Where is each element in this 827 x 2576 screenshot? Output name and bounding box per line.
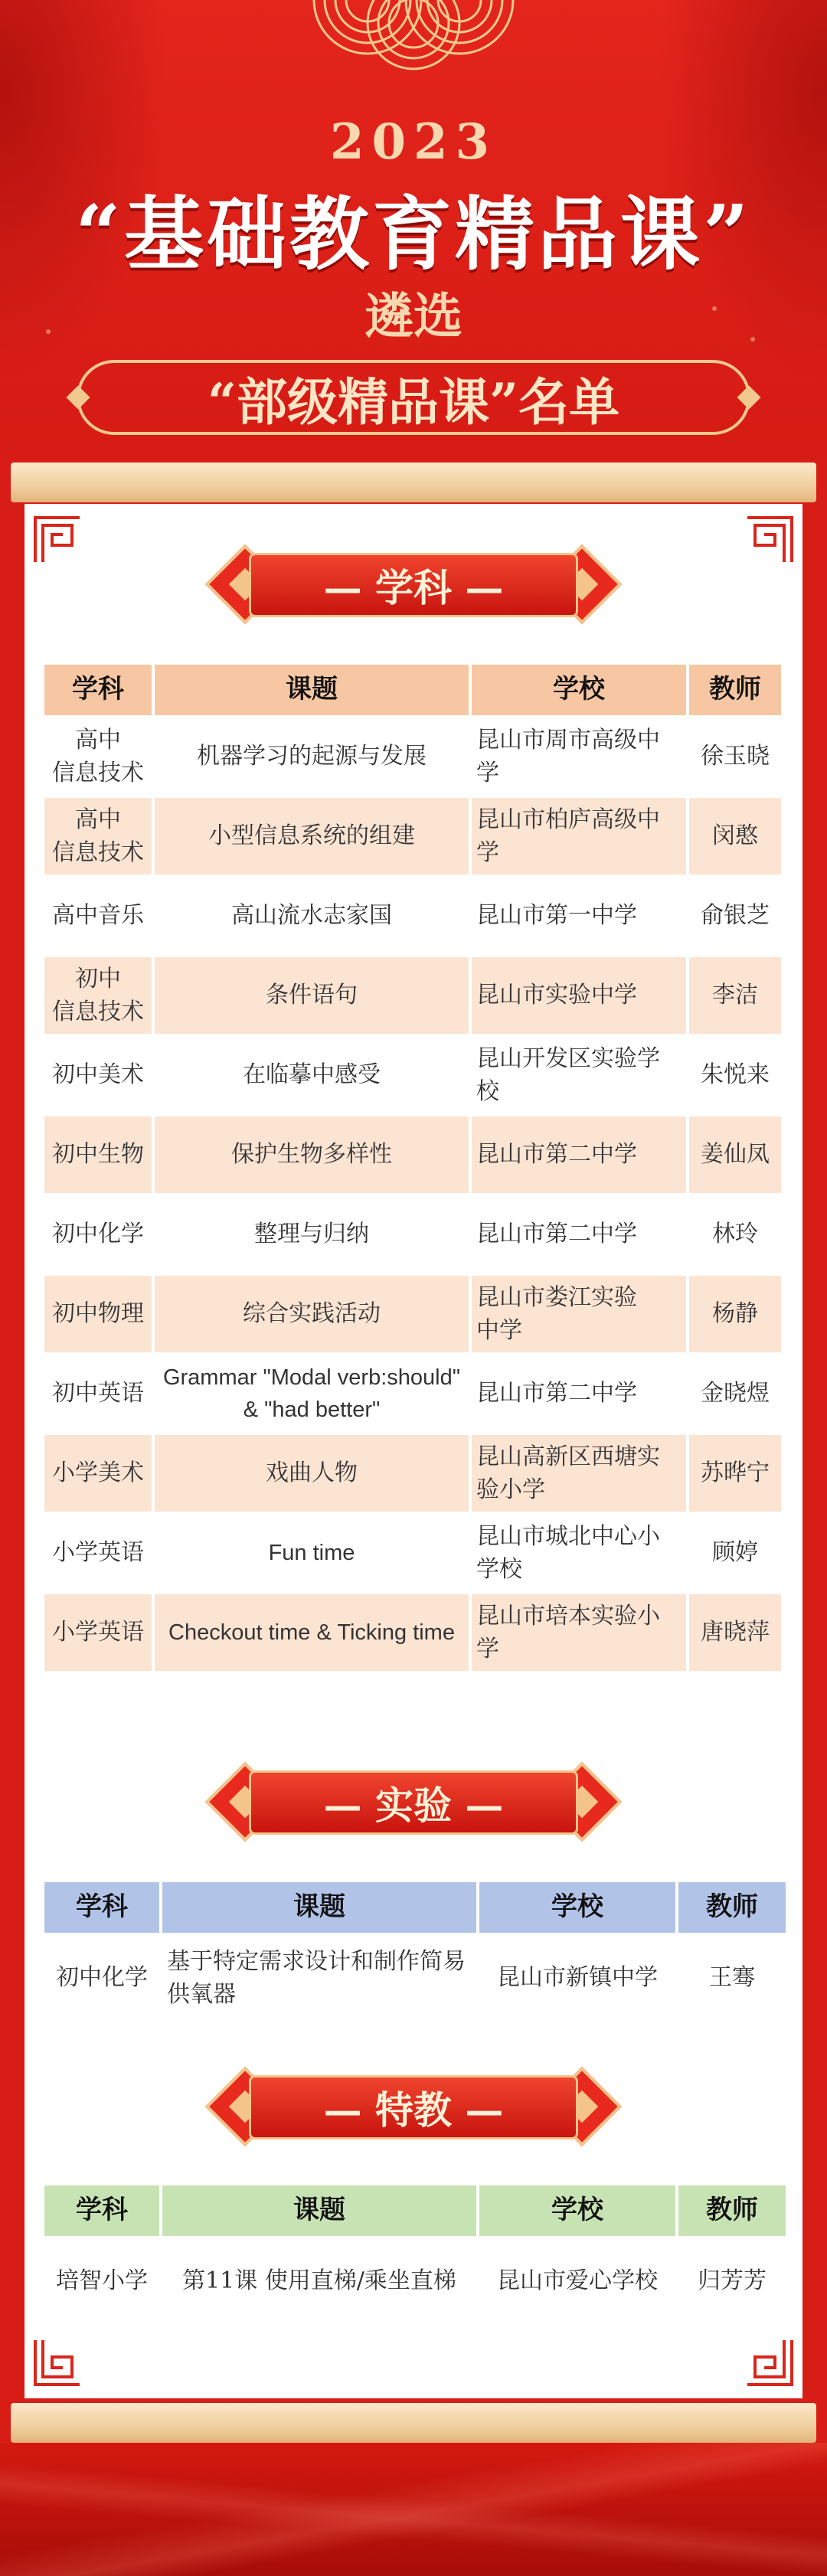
- cell-subject: 初中美术: [52, 1061, 144, 1089]
- column-header-teacher: 教师: [689, 665, 781, 715]
- cell-topic: Checkout time & Ticking time: [155, 1594, 469, 1671]
- column-header-subject: 学科: [44, 1882, 159, 1933]
- cell-topic: 保护生物多样性: [155, 1116, 469, 1193]
- cell-topic: 第11课 使用直梯/乘坐直梯: [182, 2267, 456, 2295]
- page-subtitle: 遴选: [364, 288, 463, 345]
- cell-subject: 初中化学: [56, 1964, 148, 1992]
- table-row: [44, 957, 784, 1034]
- cell-school: 昆山市爱心学校: [497, 2267, 658, 2295]
- column-header-topic: 课题: [162, 1882, 476, 1933]
- cell-school: 昆山市周市高级中学: [476, 726, 660, 786]
- cell-school: 昆山高新区西塘实验小学: [472, 1435, 686, 1512]
- cell-teacher: 李洁: [689, 957, 781, 1034]
- cell-school: 昆山市第二中学: [476, 1380, 637, 1407]
- cell-teacher: 唐晓萍: [689, 1594, 781, 1671]
- table-row: [44, 1435, 784, 1512]
- cell-topic: 高山流水志家国: [231, 902, 392, 930]
- column-header-topic: 课题: [162, 2185, 476, 2236]
- column-header-topic: 课题: [155, 665, 469, 715]
- cell-topic: 机器学习的起源与发展: [197, 743, 427, 770]
- cell-topic: Grammar "Modal verb:should" & "had better": [162, 1365, 461, 1422]
- column-header-school: 学校: [479, 1882, 675, 1933]
- scroll-rod-top: [11, 463, 816, 502]
- column-header-teacher: 教师: [678, 1882, 786, 1933]
- cell-topic: 戏曲人物: [155, 1435, 469, 1512]
- auspicious-cloud-ornament: [299, 0, 528, 77]
- cell-school: 昆山开发区实验学校: [476, 1044, 660, 1105]
- table-header-row: [44, 665, 784, 715]
- cell-subject: 小学英语: [44, 1594, 152, 1671]
- year-label: 2023: [329, 113, 498, 171]
- corner-ornament-bottom-left: [32, 2337, 83, 2388]
- banner-label: “部级精品课”名单: [208, 371, 619, 432]
- cell-teacher: 俞银芝: [701, 902, 770, 930]
- cell-teacher: 王骞: [709, 1964, 755, 1992]
- table-header-row: [44, 2185, 789, 2236]
- cell-school: 昆山市实验中学: [472, 957, 686, 1034]
- corner-ornament-bottom-right: [744, 2337, 795, 2388]
- cell-teacher: 归芳芳: [698, 2267, 767, 2295]
- cell-subject: 培智小学: [56, 2267, 148, 2295]
- hero-header: [0, 0, 827, 459]
- table-row: [44, 1936, 789, 2020]
- cell-teacher: 徐玉晓: [701, 743, 770, 770]
- cell-subject: 初中化学: [52, 1221, 144, 1248]
- cell-school: 昆山市第二中学: [476, 1221, 637, 1248]
- cell-subject: 初中物理: [44, 1276, 152, 1352]
- cell-teacher: 顾婷: [712, 1539, 758, 1567]
- cell-subject: 高中音乐: [52, 902, 144, 930]
- cell-topic: Fun time: [268, 1540, 355, 1565]
- cell-school: 昆山市培本实验小学: [472, 1594, 686, 1671]
- table-row: [44, 1116, 784, 1193]
- cell-school: 昆山市新镇中学: [497, 1964, 658, 1992]
- cell-school: 昆山市柏庐高级中学: [472, 798, 686, 874]
- section-heading-experiment: [211, 1763, 616, 1842]
- table-header-row: [44, 1882, 789, 1933]
- cell-school: 昆山市娄江实验 中学: [472, 1276, 686, 1352]
- cell-subject: 初中生物: [44, 1116, 152, 1193]
- cell-topic: 整理与归纳: [254, 1221, 369, 1248]
- cell-teacher: 林玲: [712, 1221, 758, 1248]
- table-row: [44, 1594, 784, 1671]
- cell-teacher: 姜仙凤: [689, 1116, 781, 1193]
- column-header-school: 学校: [479, 2185, 675, 2236]
- cell-subject: 高中 信息技术: [44, 798, 152, 874]
- table-row: [44, 1196, 784, 1273]
- cell-topic: 基于特定需求设计和制作简易供氧器: [167, 1947, 466, 2008]
- cell-teacher: 朱悦来: [701, 1061, 770, 1089]
- section-title: — 实验 —: [249, 1770, 578, 1835]
- table-row: [44, 1037, 784, 1113]
- bottom-decoration: [0, 2443, 827, 2576]
- section-title: — 特教 —: [249, 2075, 578, 2140]
- column-header-school: 学校: [472, 665, 686, 715]
- cell-subject: 初中 信息技术: [44, 957, 152, 1034]
- cell-school: 昆山市第二中学: [472, 1116, 686, 1193]
- cell-teacher: 闵憨: [689, 798, 781, 874]
- table-row: [44, 718, 784, 795]
- cell-school: 昆山市城北中心小学校: [476, 1522, 660, 1583]
- page-title: “基础教育精品课”: [75, 187, 752, 281]
- title-banner: [77, 360, 750, 435]
- section-title: — 学科 —: [249, 553, 578, 617]
- section-heading-special: [211, 2068, 616, 2147]
- cell-subject: 小学英语: [52, 1539, 144, 1567]
- cell-subject: 高中 信息技术: [52, 726, 144, 786]
- table-row: [44, 1515, 784, 1591]
- corner-ornament-top-right: [744, 515, 795, 565]
- cell-topic: 在临摹中感受: [243, 1061, 381, 1089]
- table-row: [44, 878, 784, 954]
- cell-topic: 条件语句: [155, 957, 469, 1034]
- cell-subject: 初中英语: [52, 1380, 144, 1407]
- table-row: [44, 1355, 784, 1432]
- corner-ornament-top-left: [32, 515, 83, 565]
- section-heading-subject: [211, 545, 616, 625]
- table-row: [44, 1276, 784, 1352]
- column-header-subject: 学科: [44, 2185, 159, 2236]
- table-row: [44, 798, 784, 874]
- cell-topic: 小型信息系统的组建: [155, 798, 469, 874]
- table-row: [44, 2239, 789, 2323]
- cell-school: 昆山市第一中学: [476, 902, 637, 930]
- cell-topic: 综合实践活动: [155, 1276, 469, 1352]
- banner-right-ornament: [737, 385, 760, 409]
- cell-teacher: 苏晔宁: [689, 1435, 781, 1512]
- column-header-teacher: 教师: [678, 2185, 786, 2236]
- scroll-rod-bottom: [11, 2403, 816, 2443]
- column-header-subject: 学科: [44, 665, 152, 715]
- cell-teacher: 金晓煜: [701, 1380, 770, 1407]
- banner-left-ornament: [66, 385, 90, 409]
- cell-teacher: 杨静: [689, 1276, 781, 1352]
- cell-subject: 小学美术: [44, 1435, 152, 1512]
